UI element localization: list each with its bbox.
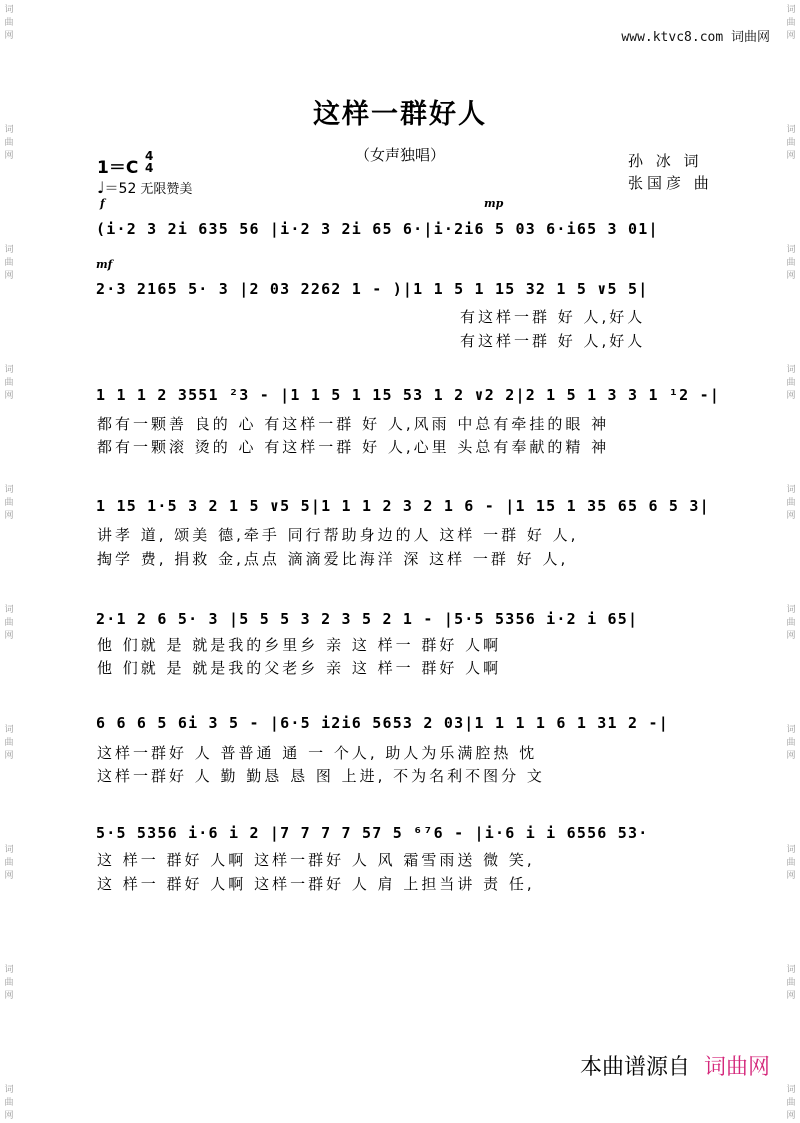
margin-watermark-left: 词曲网 [4,5,14,41]
footer-source-text: 本曲谱源自 [579,1055,690,1080]
dynamic-forte: f [100,197,105,210]
tempo-value: ＝52 [104,181,137,197]
score-line-5: 2·1 2 6 5· 3 |5 5 5 3 2 3 5 2 1 - |5·5 5356 i·2 i 65| [96,610,639,628]
footer-brand-link[interactable]: 词曲网 [703,1055,770,1080]
margin-watermark-right: 词曲网 [786,1085,796,1121]
margin-watermark-right: 词曲网 [786,725,796,761]
margin-watermark-left: 词曲网 [4,125,14,161]
lyricist-credit: 孙 冰 词 [628,152,703,170]
dynamic-mezzo-piano: mp [484,197,504,210]
margin-watermark-left: 词曲网 [4,845,14,881]
margin-watermark-right: 词曲网 [786,245,796,281]
lyric-line: 有这样一群 好 人,好人 [460,308,646,326]
margin-watermark-left: 词曲网 [4,1085,14,1121]
tempo-marking [97,178,192,198]
lyric-line: 这样一群好 人 勤 勤恳 恳 图 上进, 不为名利不图分 文 [97,767,545,785]
time-signature [145,150,153,174]
score-line-3: 1 1 1 2 3551 ²3 - |1 1 5 1 15 53 1 2 ∨2 2|2 1 5 1 3 3 1 ¹2 -| [96,386,721,404]
lyric-line: 他 们就 是 就是我的父老乡 亲 这 样一 群好 人啊 [97,659,502,677]
lyric-line: 这 样一 群好 人啊 这样一群好 人 风 霜雪雨送 微 笑, [97,851,535,869]
composer-credit: 张国彦 曲 [628,174,713,192]
margin-watermark-right: 词曲网 [786,605,796,641]
time-signature-bottom: 4 [145,161,154,175]
key-signature: 1＝C [97,158,139,178]
footer-attribution [580,1050,770,1081]
margin-watermark-right: 词曲网 [786,485,796,521]
margin-watermark-right: 词曲网 [786,365,796,401]
score-line-4: 1 15 1·5 3 2 1 5 ∨5 5|1 1 1 2 3 2 1 6 - |1 15 1 35 65 6 5 3| [96,497,710,515]
margin-watermark-right: 词曲网 [786,125,796,161]
lyric-line: 讲孝 道, 颂美 德,牵手 同行帮助身边的人 这样 一群 好 人, [97,526,579,544]
margin-watermark-left: 词曲网 [4,965,14,1001]
lyric-line: 有这样一群 好 人,好人 [460,332,646,350]
song-title: 这样一群好人 [313,99,487,130]
site-url[interactable]: www.ktvc8.com 词曲网 [621,30,770,45]
margin-watermark-left: 词曲网 [4,365,14,401]
quarter-note-icon: ♩ [97,178,105,197]
score-line-2: 2·3 2165 5· 3 |2 03 2262 1 - )|1 1 5 1 15 32 1 5 ∨5 5| [96,280,649,298]
lyric-line: 都有一颗滚 烫的 心 有这样一群 好 人,心里 头总有奉献的精 神 [97,438,610,456]
margin-watermark-left: 词曲网 [4,485,14,521]
dynamic-mezzo-forte: mf [96,258,113,271]
margin-watermark-right: 词曲网 [786,5,796,41]
lyric-line: 这样一群好 人 普普通 通 一 个人, 助人为乐满腔热 忱 [97,744,538,762]
margin-watermark-right: 词曲网 [786,845,796,881]
margin-watermark-left: 词曲网 [4,605,14,641]
lyric-line: 都有一颗善 良的 心 有这样一群 好 人,风雨 中总有牵挂的眼 神 [97,415,610,433]
lyric-line: 掏学 费, 捐救 金,点点 滴滴爱比海洋 深 这样 一群 好 人, [97,550,569,568]
score-line-1: (i·2 3 2i 635 56 |i·2 3 2i 65 6·|i·2i6 5 03 6·i65 3 01| [96,220,659,238]
tempo-expression: 无限赞美 [140,182,193,197]
time-signature-top: 4 [145,149,154,163]
lyric-line: 他 们就 是 就是我的乡里乡 亲 这 样一 群好 人啊 [97,636,502,654]
margin-watermark-left: 词曲网 [4,725,14,761]
song-subtitle: （女声独唱） [354,146,445,164]
score-line-6: 6 6 6 5 6i 3 5 - |6·5 i2i6 5653 2 03|1 1 1 1 6 1 31 2 -| [96,714,669,732]
score-line-7: 5·5 5356 i·6 i 2 |7 7 7 7 57 5 ⁶⁷6 - |i·6 i i 6556 53· [96,824,649,842]
margin-watermark-left: 词曲网 [4,245,14,281]
margin-watermark-right: 词曲网 [786,965,796,1001]
lyric-line: 这 样一 群好 人啊 这样一群好 人 肩 上担当讲 责 任, [97,875,535,893]
